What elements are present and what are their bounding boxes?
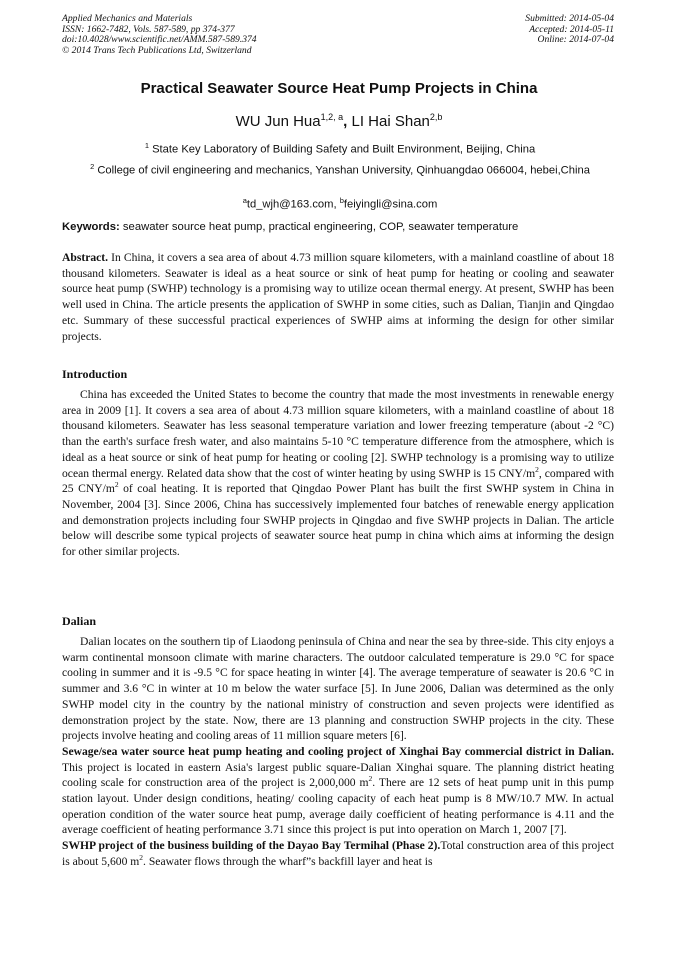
submitted-date: Submitted: 2014-05-04	[525, 13, 614, 24]
intro-sup-1: 2	[535, 464, 539, 474]
abstract-label: Abstract.	[62, 251, 109, 264]
keywords-label: Keywords:	[62, 221, 123, 233]
issn-line: ISSN: 1662-7482, Vols. 587-589, pp 374-377	[62, 23, 235, 35]
affiliation-2	[80, 159, 600, 179]
accepted-date: Accepted: 2014-05-11	[529, 23, 614, 35]
author-2-sup: 2,b	[429, 112, 443, 122]
intro-sup-2: 2	[114, 480, 119, 490]
affiliation-2-text: College of civil engineering and mechanics, Yanshan University, Qinhuangdao 066004, hebei,China	[94, 164, 590, 177]
online-date: Online: 2014-07-04	[537, 34, 614, 46]
dalian-heading: Dalian	[62, 614, 97, 628]
xinghai-project-title: Sewage/sea water source heat pump heating and cooling project of Xinghai Bay commercial district in Dalian.	[62, 744, 614, 758]
email-b-sup: b	[339, 196, 344, 205]
dalian-paragraph-3	[62, 838, 614, 869]
journal-header-right	[525, 14, 614, 46]
journal-header-left	[62, 14, 257, 56]
dayao-project-title: SWHP project of the business building of the Dayao Bay Termihal (Phase 2).	[62, 839, 441, 853]
affiliation-2-sup: 2	[90, 162, 95, 171]
email-a: td_wjh@163.com,	[246, 198, 340, 211]
xinghai-text-2: . There are 12 sets of heat pump unit in this pump station layout. Under design conditions, heating/ cooling capacity of each heat pump is 8 MW/10.7 MW. In actual operation condition of the water source heat pump, average daily coefficient of heating performance is 4.11 and the average coefficient of heating performance 3.71 since this project is put into operation on March 1, 2007 [7].	[62, 776, 614, 837]
doi-line: doi:10.4028/www.scientific.net/AMM.587-589.374	[62, 34, 257, 46]
xinghai-text-1: This project is located in eastern Asia's largest public square-Dalian Xinghai square. The planning district heating cooling scale for construction area of the project is 2,000,000 m	[62, 760, 614, 790]
email-a-sup: a	[242, 196, 247, 205]
abstract	[62, 250, 614, 344]
author-2-name: LI Hai Shan	[351, 113, 430, 130]
intro-text-1: China has exceeded the United States to become the country that made the most investments in renewable energy area in 2009 [1]. It covers a sea area of about 4.73 million square kilometers, with a mainland coastline of about 18 thousand kilometers. Seawater has less seasonal temperature variation and lower freezing temperature (about -2 °C) than the earth's surface fresh water, and also maintains 5-10 °C temperature difference from the atmosphere, which is ideal as a heat source or sink of heat pump for heating or cooling [2]. SWHP technology is a promising way to utilize ocean thermal energy. Related data show that the cost of winter heating by using SWHP is 15 CNY/m	[62, 388, 614, 480]
introduction-body	[62, 387, 614, 560]
author-separator: ,	[343, 113, 352, 130]
keywords	[62, 221, 614, 233]
keywords-text: seawater source heat pump, practical engineering, COP, seawater temperature	[122, 221, 519, 233]
author-1-name: WU Jun Hua	[235, 113, 321, 130]
xinghai-sup: 2	[368, 774, 373, 784]
affiliation-1-text: State Key Laboratory of Building Safety and Built Environment, Beijing, China	[148, 143, 536, 156]
affiliation-1-sup: 1	[144, 141, 149, 150]
dayao-sup: 2	[139, 852, 144, 862]
introduction-heading: Introduction	[62, 367, 128, 381]
dalian-paragraph-2	[62, 744, 614, 838]
dayao-text-2: . Seawater flows through the wharf”s backfill layer and heat is	[143, 854, 433, 868]
copyright-line: © 2014 Trans Tech Publications Ltd, Switzerland	[62, 44, 252, 56]
author-line	[0, 112, 678, 130]
dayao-text-1: Total construction area of this project is about 5,600 m	[62, 839, 614, 868]
paper-title: Practical Seawater Source Heat Pump Projects in China	[140, 80, 538, 97]
email-b: feiyingli@sina.com	[343, 198, 438, 211]
abstract-text: In China, it covers a sea area of about 4.73 million square kilometers, with a mainland coastline of about 18 thousand kilometers. Seawater is ideal as a heat source or sink of heat pump for heating or cooling and seawater source heat pump (SWHP) technology is a promising way to utilize ocean thermal energy. At present, SWHP has been well used in China. The article presents the application of SWHP in some cities, such as Dalian, Tianjin and Qingdao etc. Summary of these successful practical experiences of SWHP aims at informing the design for other similar projects.	[62, 251, 614, 343]
journal-name: Applied Mechanics and Materials	[62, 13, 193, 24]
affiliation-1	[80, 138, 600, 158]
author-emails	[80, 193, 600, 213]
author-1-sup: 1,2, a	[320, 112, 344, 122]
intro-text-2: , compared with 25 CNY/m	[62, 466, 615, 496]
intro-text-3: of coal heating. It is reported that Qingdao Power Plant has built the first SWHP system in China in November, 2004 [3]. Since 2006, China has successively implemented four batches of renewable energy application and demonstration projects including four SWHP projects in Qingdao and five SWHP projects in Dalian. The article below will describe some typical projects of seawater source heat pump in china which aims at informing the design for other similar projects.	[62, 482, 614, 559]
dalian-body	[62, 634, 614, 870]
dalian-paragraph-1: Dalian locates on the southern tip of Liaodong peninsula of China and near the sea by three-side. This city enjoys a warm continental monsoon climate with marine characters. The outdoor calculated temperature is 29.0 °C for space cooling in summer and it is -9.5 °C for space heating in winter [4]. The average temperature of seawater is 20.6 °C in summer and 3.6 °C in winter at 10 m below the water surface [5]. In June 2006, Dalian was determined as the only SWHP model city in the country by the national ministry of construction and seven projects were identified as demonstration project by the state. Now, there are 13 planning and construction SWHP projects in the city. These projects involve heating and cooling areas of 11 million square meters [6].	[62, 635, 614, 743]
